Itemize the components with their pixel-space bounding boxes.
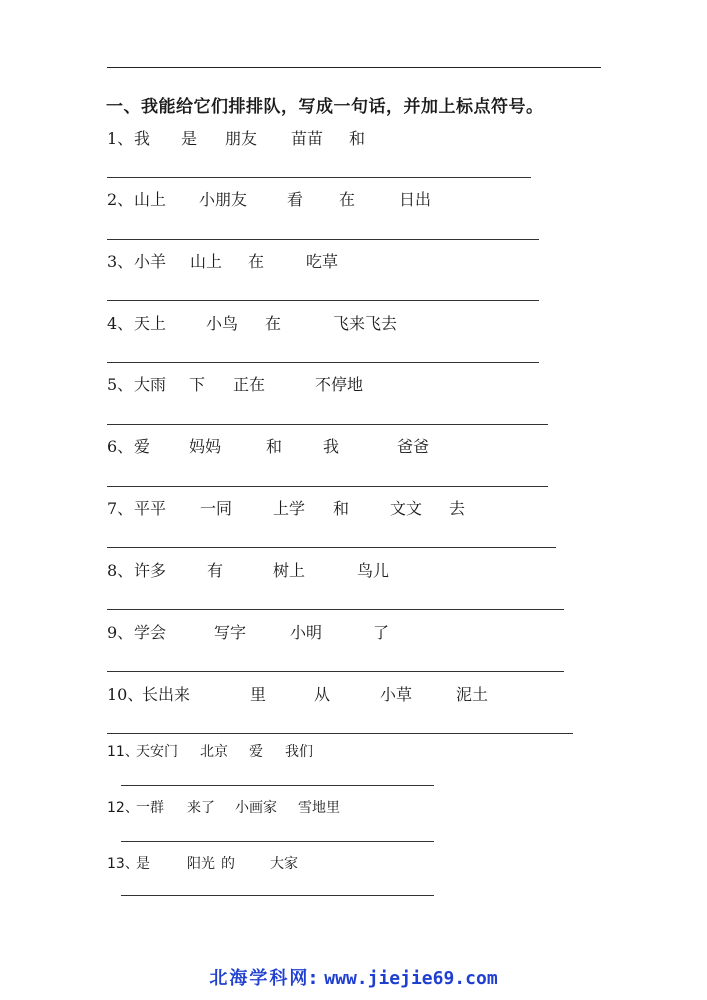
word-card: 来了	[187, 800, 215, 816]
word-card: 和	[333, 499, 350, 518]
word-card: 小羊	[134, 252, 167, 271]
word-card: 是	[181, 129, 198, 148]
word-card: 北京	[200, 744, 228, 760]
word-card: 小明	[290, 623, 323, 642]
word-card: 的	[221, 856, 235, 872]
word-card: 我们	[285, 744, 313, 760]
word-card: 里	[250, 685, 267, 704]
word-card: 雪地里	[298, 800, 340, 816]
answer-line[interactable]	[107, 609, 564, 610]
answer-line[interactable]	[121, 841, 434, 842]
question-number: 2、	[107, 190, 134, 209]
answer-line[interactable]	[107, 486, 548, 487]
word-card: 去	[449, 499, 466, 518]
word-card: 长出来	[142, 685, 191, 704]
word-card: 我	[323, 437, 340, 456]
word-card: 爱	[134, 437, 151, 456]
word-card: 文文	[390, 499, 423, 518]
question-number: 9、	[107, 623, 134, 642]
footer-url[interactable]: www.jiejie69.com	[324, 968, 498, 989]
question-number: 13、	[107, 856, 139, 872]
top-divider	[107, 67, 601, 68]
word-card: 上学	[273, 499, 306, 518]
question-number: 3、	[107, 252, 134, 271]
question-number: 7、	[107, 499, 134, 518]
word-card: 许多	[134, 561, 167, 580]
word-card: 学会	[134, 623, 167, 642]
question-number: 12、	[107, 800, 139, 816]
word-card: 爱	[249, 744, 263, 760]
word-card: 天安门	[136, 744, 178, 760]
word-card: 和	[266, 437, 283, 456]
question-number: 4、	[107, 314, 134, 333]
word-card: 和	[349, 129, 366, 148]
question-number: 6、	[107, 437, 134, 456]
word-card: 大雨	[134, 375, 167, 394]
word-card: 阳光	[187, 856, 215, 872]
answer-line[interactable]	[121, 895, 434, 896]
word-card: 小草	[380, 685, 413, 704]
word-card: 苗苗	[291, 129, 324, 148]
answer-line[interactable]	[107, 733, 573, 734]
word-card: 看	[287, 190, 304, 209]
word-card: 大家	[270, 856, 298, 872]
word-card: 有	[207, 561, 224, 580]
word-card: 鸟儿	[357, 561, 390, 580]
word-card: 平平	[134, 499, 167, 518]
section-title: 一、我能给它们排排队，写成一句话，并加上标点符号。	[106, 97, 544, 117]
word-card: 天上	[134, 314, 167, 333]
word-card: 吃草	[306, 252, 339, 271]
word-card: 日出	[399, 190, 432, 209]
question-number: 11、	[107, 744, 139, 760]
word-card: 小朋友	[199, 190, 248, 209]
answer-line[interactable]	[121, 785, 434, 786]
question-number: 5、	[107, 375, 134, 394]
word-card: 我	[134, 129, 151, 148]
word-card: 爸爸	[397, 437, 430, 456]
question-number: 1、	[107, 129, 134, 148]
word-card: 一群	[136, 800, 164, 816]
word-card: 一同	[200, 499, 233, 518]
word-card: 在	[248, 252, 265, 271]
word-card: 树上	[273, 561, 306, 580]
answer-line[interactable]	[107, 300, 539, 301]
word-card: 小鸟	[206, 314, 239, 333]
word-card: 了	[373, 623, 390, 642]
word-card: 妈妈	[189, 437, 222, 456]
word-card: 在	[265, 314, 282, 333]
footer-site-name: 北海学科网:	[209, 968, 319, 989]
word-card: 不停地	[315, 375, 364, 394]
word-card: 下	[189, 375, 206, 394]
word-card: 是	[136, 856, 150, 872]
answer-line[interactable]	[107, 547, 556, 548]
word-card: 在	[339, 190, 356, 209]
word-card: 山上	[190, 252, 223, 271]
word-card: 飞来飞去	[333, 314, 398, 333]
word-card: 写字	[214, 623, 247, 642]
answer-line[interactable]	[107, 424, 548, 425]
word-card: 正在	[233, 375, 266, 394]
word-card: 小画家	[235, 800, 277, 816]
question-number: 10、	[107, 685, 144, 704]
word-card: 从	[314, 685, 331, 704]
answer-line[interactable]	[107, 239, 539, 240]
word-card: 山上	[134, 190, 167, 209]
word-card: 泥土	[456, 685, 489, 704]
answer-line[interactable]	[107, 177, 531, 178]
answer-line[interactable]	[107, 362, 539, 363]
footer	[0, 964, 707, 990]
question-number: 8、	[107, 561, 134, 580]
word-card: 朋友	[225, 129, 258, 148]
answer-line[interactable]	[107, 671, 564, 672]
